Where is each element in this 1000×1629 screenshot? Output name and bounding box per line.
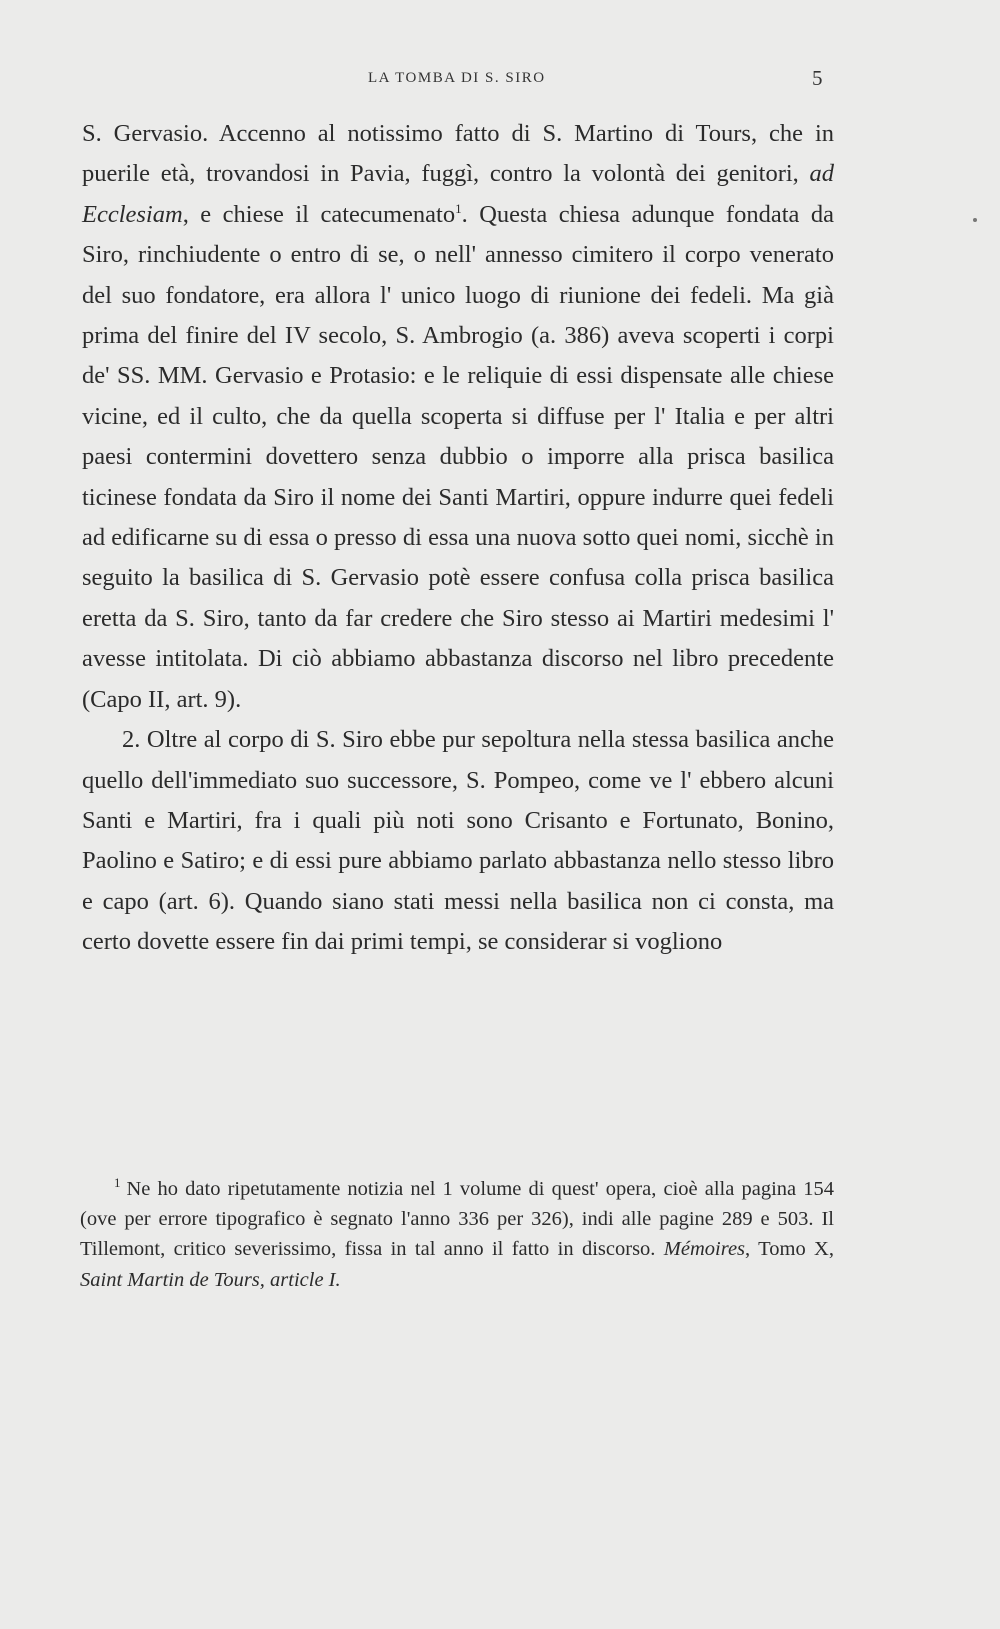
- paragraph-1-text-b: , e chiese il catecumenato: [182, 200, 456, 228]
- footnote-text-b: , Tomo X,: [745, 1238, 834, 1261]
- footnotes: [80, 1174, 834, 1295]
- page-number: 5: [812, 66, 823, 90]
- body-text: [82, 114, 834, 963]
- footnote-mark: 1: [114, 1175, 121, 1191]
- running-head: [0, 66, 1000, 94]
- footnote-italic-2: Saint Martin de Tours, article I.: [80, 1268, 341, 1291]
- running-title: LA TOMBA DI S. SIRO: [368, 70, 546, 86]
- footnote-italic-1: Mémoires: [663, 1238, 746, 1261]
- paragraph-1-italic: ad Ecclesiam: [82, 160, 834, 228]
- footnote-reference[interactable]: 1: [455, 200, 462, 216]
- paper-speck: [973, 218, 977, 222]
- paragraph-2: 2. Oltre al corpo di S. Siro ebbe pur sepoltura nella stessa basilica anche quello dell'immediato suo successore, S. Pompeo, come ve l' ebbero alcuni Santi e Martiri, fra i quali più noti sono Crisanto e Fortunato, Bonino, Paolino e Satiro; e di essi pure abbiamo parlato abbastanza nello stesso libro e capo (art. 6). Quando siano stati messi nella basilica non ci consta, ma certo dovette essere fin dai primi tempi, se considerar si vogliono: [82, 726, 834, 956]
- footnote-1: [80, 1174, 834, 1295]
- paragraph-1-text-a: S. Gervasio. Accenno al notissimo fatto di S. Martino di Tours, che in puerile età, trovandosi in Pavia, fuggì, contro la volontà dei genitori,: [82, 120, 834, 188]
- paragraph-1-text-c: . Questa chiesa adunque fondata da Siro, rinchiudente o entro di se, o nell' annesso cimitero il corpo venerato del suo fondatore, era allora l' unico luogo di riunione dei fedeli. Ma già prima del finire del IV secolo, S. Ambrogio (a. 386) aveva scoperti i corpi de' SS. MM. Gervasio e Protasio: e le reliquie di essi dispensate alle chiese vicine, ed il culto, che da quella scoperta si diffuse per l' Italia e per altri paesi contermini dovettero senza dubbio o imporre alla prisca basilica ticinese fondata da Siro il nome dei Santi Martiri, oppure indurre quei fedeli ad edificarne su di essa o presso di essa una nuova sotto quei nomi, sicchè in seguito la basilica di S. Gervasio potè essere confusa colla prisca basilica eretta da S. Siro, tanto da far credere che Siro stesso ai Martiri medesimi l' avesse intitolata. Di ciò abbiamo abbastanza discorso nel libro precedente (Capo II, art. 9).: [82, 200, 834, 713]
- footnote-text-a: Ne ho dato ripetutamente notizia nel 1 volume di quest' opera, cioè alla pagina 154 (ove per errore tipografico è segnato l'anno 336 per 326), indi alle pagine 289 e 503. Il Tillemont, critico severissimo, fissa in tal anno il fatto in discorso.: [80, 1178, 834, 1261]
- paragraph-1: [82, 114, 834, 720]
